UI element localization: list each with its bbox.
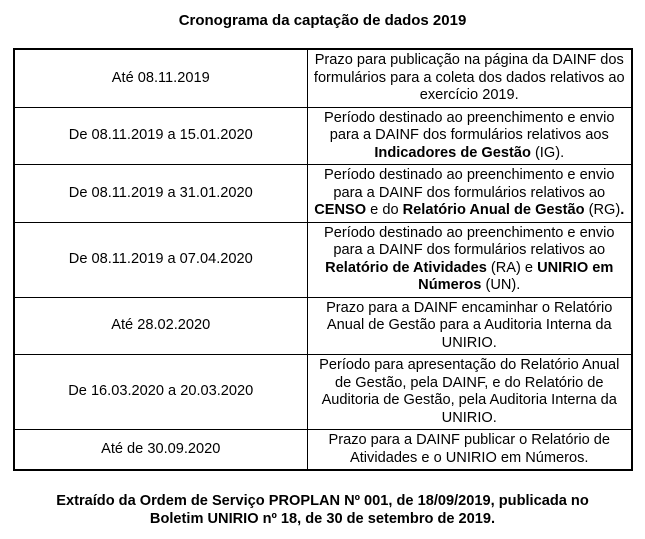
description-cell [308, 430, 632, 471]
date-cell: Até de 30.09.2020 [14, 430, 308, 471]
description-segment: Período destinado ao preenchimento e envio para a DAINF dos formulários relativos ao [324, 224, 615, 258]
table-row [14, 49, 632, 107]
description-segment: Prazo para publicação na página da DAINF dos formulários para a coleta dos dados relativos ao exercício 2019. [313, 52, 625, 103]
description-segment: e do [366, 202, 403, 218]
description-bold-segment: Relatório de Atividades [325, 259, 487, 276]
description-segment: (RG) [584, 202, 621, 218]
source-citation-line1: Extraído da Ordem de Serviço PROPLAN Nº 001, de 18/09/2019, publicada no [56, 493, 589, 509]
table-row [14, 430, 632, 471]
date-cell: De 16.03.2020 a 20.03.2020 [14, 355, 308, 430]
date-cell: De 08.11.2019 a 31.01.2020 [14, 165, 308, 223]
page-title: Cronograma da captação de dados 2019 [178, 12, 467, 29]
schedule-table-body [14, 49, 632, 470]
description-cell [308, 165, 632, 223]
table-row [14, 355, 632, 430]
description-segment: (IG). [530, 144, 565, 161]
description-cell [308, 355, 632, 430]
table-row [14, 297, 632, 355]
date-cell: De 08.11.2019 a 15.01.2020 [14, 107, 308, 165]
description-bold-segment: UNIRIO em Números [418, 259, 614, 293]
description-segment: Período destinado ao preenchimento e envio para a DAINF dos formulários relativos ao [324, 167, 615, 201]
description-segment: Período para apresentação do Relatório Anual de Gestão, pela DAINF, e do Relatório de Auditoria de Gestão, pela Auditoria Interna da UNIRIO. [319, 357, 620, 426]
table-row [14, 165, 632, 223]
table-row [14, 222, 632, 297]
table-row [14, 107, 632, 165]
description-cell [308, 49, 632, 107]
date-cell: De 08.11.2019 a 07.04.2020 [14, 222, 308, 297]
description-bold-segment: . [620, 202, 625, 218]
description-cell [308, 222, 632, 297]
source-citation [0, 492, 645, 528]
description-segment: Prazo para a DAINF publicar o Relatório de Atividades e o UNIRIO em Números. [328, 432, 610, 466]
description-segment: Período destinado ao preenchimento e envio para a DAINF dos formulários relativos aos [324, 109, 615, 143]
description-bold-segment: CENSO [314, 202, 367, 218]
description-segment: (UN). [481, 277, 521, 293]
source-citation-line2: Boletim UNIRIO nº 18, de 30 de setembro de 2019. [149, 511, 496, 527]
description-cell [308, 107, 632, 165]
schedule-table [13, 48, 633, 471]
description-segment: Prazo para a DAINF encaminhar o Relatório Anual de Gestão para a Auditoria Interna da UNIRIO. [326, 299, 613, 351]
description-segment: (RA) e [486, 259, 538, 276]
description-bold-segment: Relatório Anual de Gestão [402, 202, 585, 218]
date-cell: Até 28.02.2020 [14, 297, 308, 355]
description-bold-segment: Indicadores de Gestão [374, 144, 531, 161]
description-cell [308, 297, 632, 355]
date-cell: Até 08.11.2019 [14, 49, 308, 107]
